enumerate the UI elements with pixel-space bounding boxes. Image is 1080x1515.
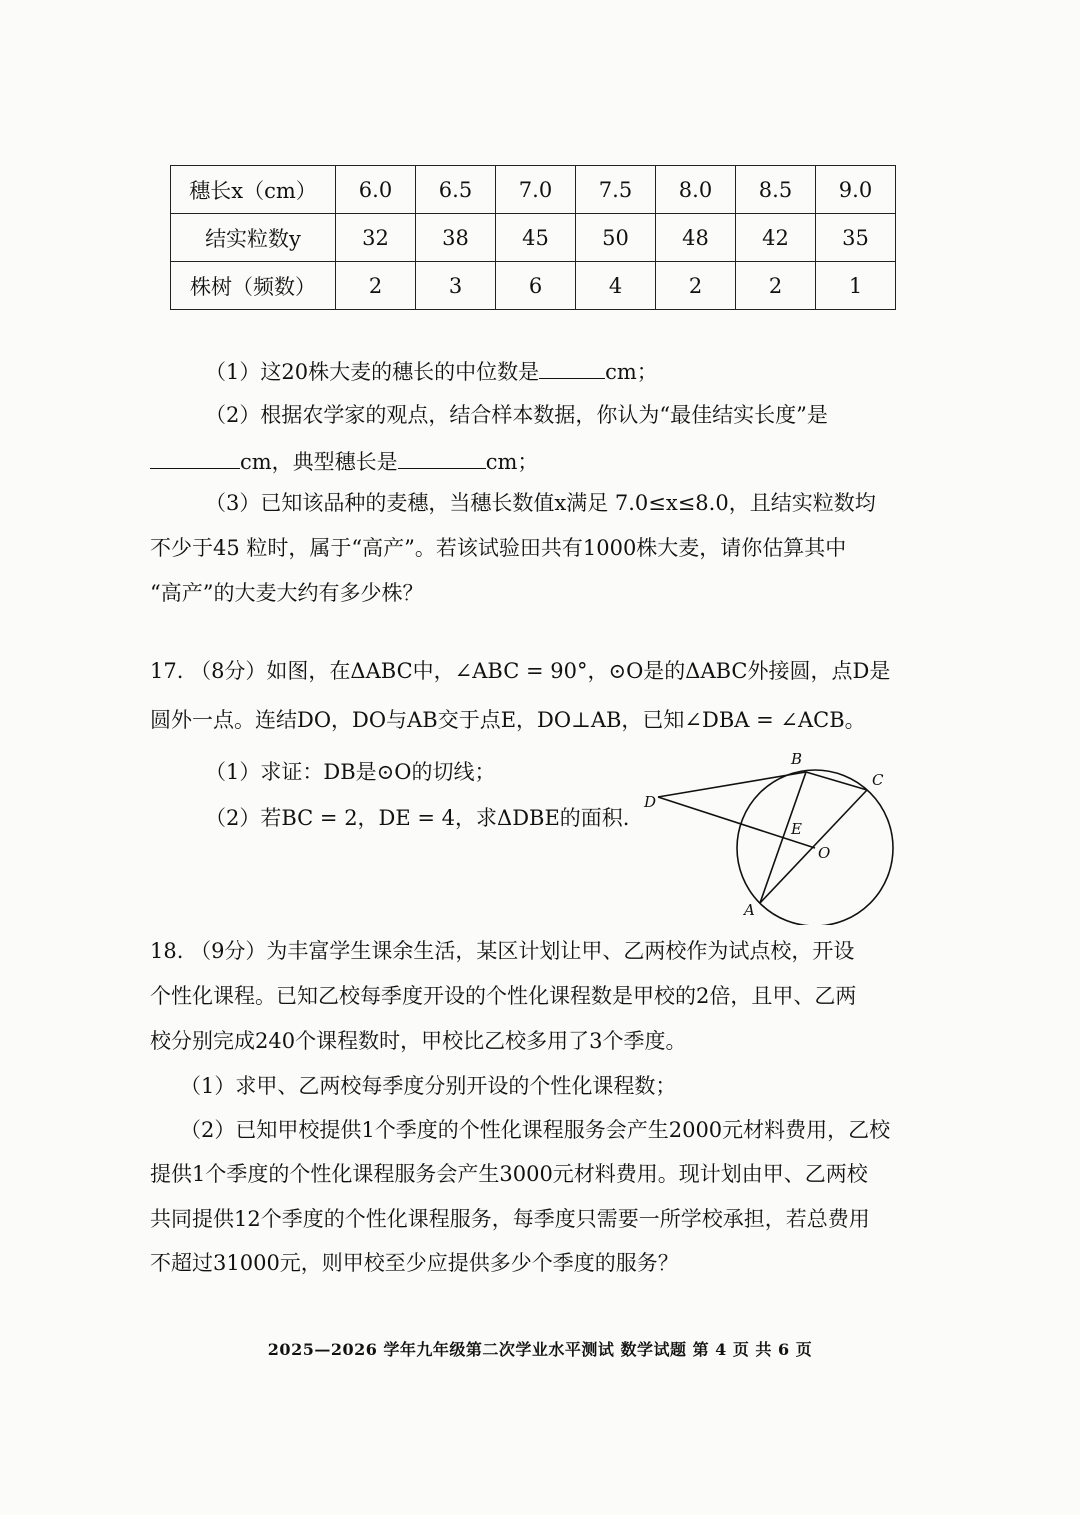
label-a: A <box>744 901 755 919</box>
table-cell: 4 <box>576 262 656 310</box>
q16-part2-line2 <box>150 446 538 477</box>
label-b: B <box>791 750 803 768</box>
segment-bc <box>806 772 867 790</box>
table-cell: 45 <box>496 214 576 262</box>
table-cell: 7.5 <box>576 166 656 214</box>
q18-line1: 18. （9分）为丰富学生课余生活，某区计划让甲、乙两校作为试点校，开设 <box>150 939 855 963</box>
q16-part1-text: （1）这20株大麦的穗长的中位数是 <box>205 360 540 384</box>
q16-part1-unit: cm； <box>605 360 658 384</box>
table-row <box>171 166 896 214</box>
answer-blank <box>539 356 605 379</box>
q17-part2: （2）若BC = 2，DE = 4，求ΔDBE的面积. <box>205 806 630 830</box>
label-e: E <box>791 820 802 838</box>
table-cell: 2 <box>736 262 816 310</box>
table-cell: 6.0 <box>336 166 416 214</box>
table-header-cell: 株树（频数） <box>171 262 336 310</box>
table-cell: 38 <box>416 214 496 262</box>
q18-line3: 校分别完成240个课程数时，甲校比乙校多用了3个季度。 <box>150 1029 687 1053</box>
table-cell: 42 <box>736 214 816 262</box>
q18-line2: 个性化课程。已知乙校每季度开设的个性化课程数是甲校的2倍，且甲、乙两 <box>150 984 857 1008</box>
table-cell: 6.5 <box>416 166 496 214</box>
table-cell: 9.0 <box>816 166 896 214</box>
q16-part3-line3: “高产”的大麦大约有多少株？ <box>150 581 424 605</box>
q16-part2-line1: （2）根据农学家的观点，结合样本数据，你认为“最佳结实长度”是 <box>205 403 828 427</box>
data-table <box>170 165 896 310</box>
label-d: D <box>644 793 657 811</box>
answer-blank <box>150 446 240 469</box>
table-header-cell: 结实粒数y <box>171 214 336 262</box>
q18-part2-line3: 共同提供12个季度的个性化课程服务，每季度只需要一所学校承担，若总费用 <box>150 1207 870 1231</box>
label-c: C <box>872 771 884 789</box>
table-cell: 6 <box>496 262 576 310</box>
q17-line1: 17. （8分）如图，在ΔABC中，∠ABC = 90°，⊙O是的ΔABC外接圆，点D是 <box>150 659 891 683</box>
table-cell: 1 <box>816 262 896 310</box>
table-cell: 2 <box>336 262 416 310</box>
label-o: O <box>818 844 831 862</box>
table-cell: 7.0 <box>496 166 576 214</box>
q16-part2-unit: cm； <box>485 450 539 474</box>
q18-part2-line2: 提供1个季度的个性化课程服务会产生3000元材料费用。现计划由甲、乙两校 <box>150 1162 868 1186</box>
page-footer: 2025—2026 学年九年级第二次学业水平测试 数学试题 第 4 页 共 6 页 <box>267 1340 813 1359</box>
q16-part1 <box>205 356 658 387</box>
q16-part3-line1: （3）已知该品种的麦穗，当穗长数值x满足 7.0≤x≤8.0，且结实粒数均 <box>205 491 876 515</box>
table-row <box>171 262 896 310</box>
q18-part2-line1: （2）已知甲校提供1个季度的个性化课程服务会产生2000元材料费用，乙校 <box>180 1118 891 1142</box>
table-cell: 2 <box>656 262 736 310</box>
table-row <box>171 214 896 262</box>
q16-part2-mid: cm，典型穗长是 <box>240 450 398 474</box>
table-cell: 8.0 <box>656 166 736 214</box>
geometry-figure <box>630 745 910 925</box>
q16-part3-line2: 不少于45 粒时，属于“高产”。若该试验田共有1000株大麦，请你估算其中 <box>150 536 847 560</box>
segment-ca <box>760 790 867 903</box>
table-cell: 3 <box>416 262 496 310</box>
segment-db <box>658 772 806 797</box>
q18-part2-line4: 不超过31000元，则甲校至少应提供多少个季度的服务？ <box>150 1251 679 1275</box>
q17-line2: 圆外一点。连结DO，DO与AB交于点E，DO⊥AB，已知∠DBA = ∠ACB。 <box>150 708 866 732</box>
table-cell: 50 <box>576 214 656 262</box>
answer-blank <box>398 446 486 469</box>
q18-part1: （1）求甲、乙两校每季度分别开设的个性化课程数； <box>180 1074 677 1098</box>
table-cell: 8.5 <box>736 166 816 214</box>
table-cell: 35 <box>816 214 896 262</box>
q17-part1: （1）求证：DB是⊙O的切线； <box>205 760 496 784</box>
table-header-cell: 穗长x（cm） <box>171 166 336 214</box>
table-cell: 32 <box>336 214 416 262</box>
table-cell: 48 <box>656 214 736 262</box>
